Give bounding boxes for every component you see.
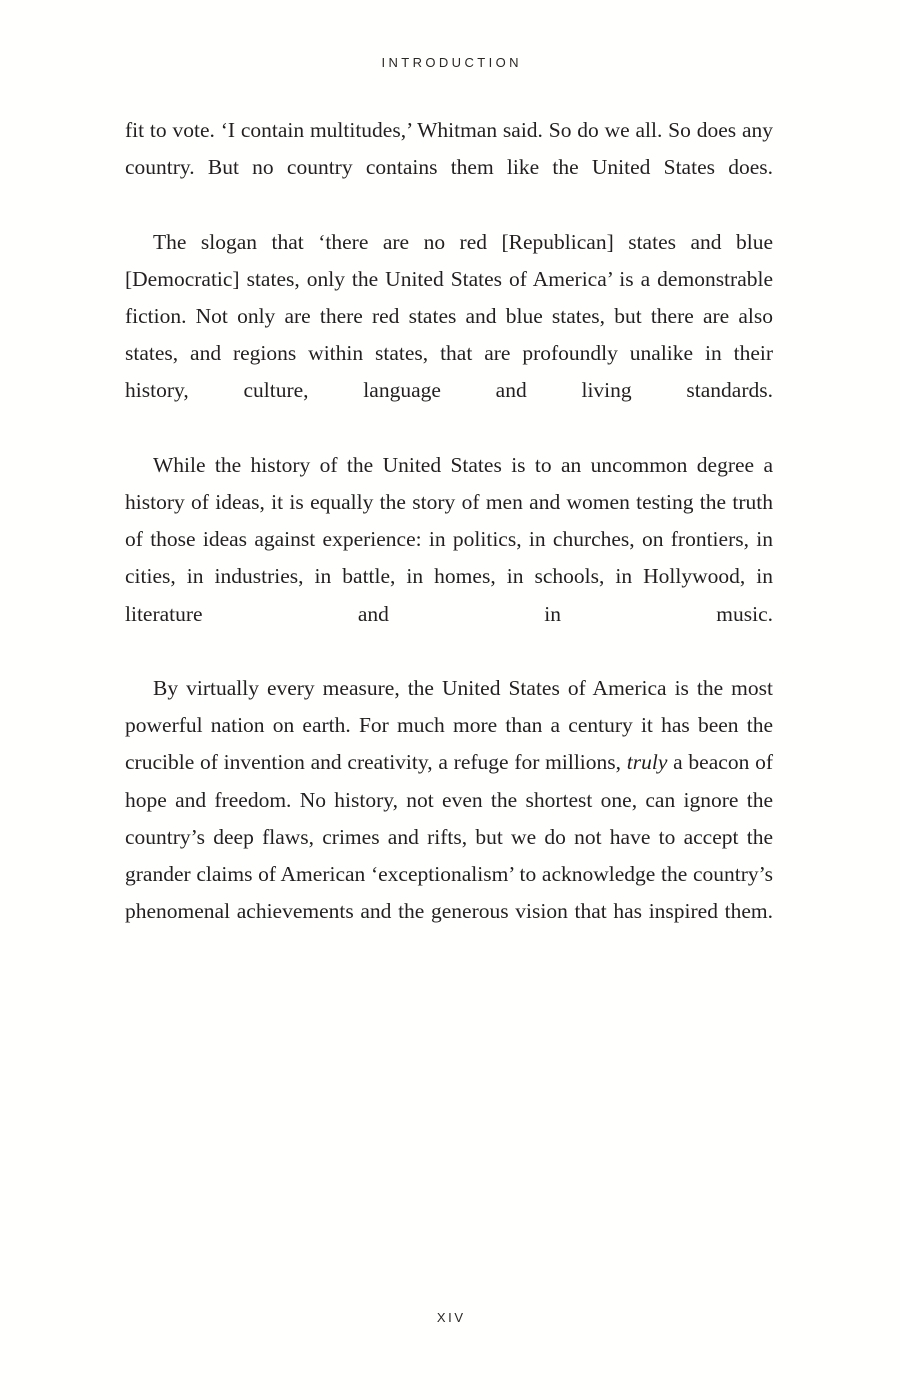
running-head: INTRODUCTION [381, 55, 522, 70]
paragraph-segment-emphasis: truly [626, 750, 668, 775]
body-text-block [125, 112, 773, 968]
page-number: XIV [436, 1310, 466, 1325]
paragraph-segment: a beacon of hope and freedom. No history, not even the shortest one, can ignore the country’s deep flaws, crimes and rifts, but we do not have to accept the grander claims of American ‘exceptionalism’ to acknowledge the country’s phenomenal achievements and the generous vision that has inspired them. [125, 750, 773, 924]
paragraph: The slogan that ‘there are no red [Republican] states and blue [Democratic] states, only the United States of America’ is a demonstrable fiction. Not only are there red states and blue states, but there are also states, and regions within states, that are profoundly unalike in their history, culture, language and living standards. [125, 229, 773, 403]
paragraph: fit to vote. ‘I contain multitudes,’ Whitman said. So do we all. So does any country. But no country contains them like the United States does. [125, 118, 773, 180]
paragraph: While the history of the United States is to an uncommon degree a history of ideas, it is equally the story of men and women testing the truth of those ideas against experience: in politics, in churches, on frontiers, in cities, in industries, in battle, in homes, in schools, in Hollywood, in literature and in music. [125, 452, 773, 626]
paragraph [125, 670, 773, 968]
paragraph-segment: By virtually every measure, the United States of America is the most powerful nation on earth. For much more than a century it has been the crucible of invention and creativity, a refuge for millions, [125, 676, 773, 775]
